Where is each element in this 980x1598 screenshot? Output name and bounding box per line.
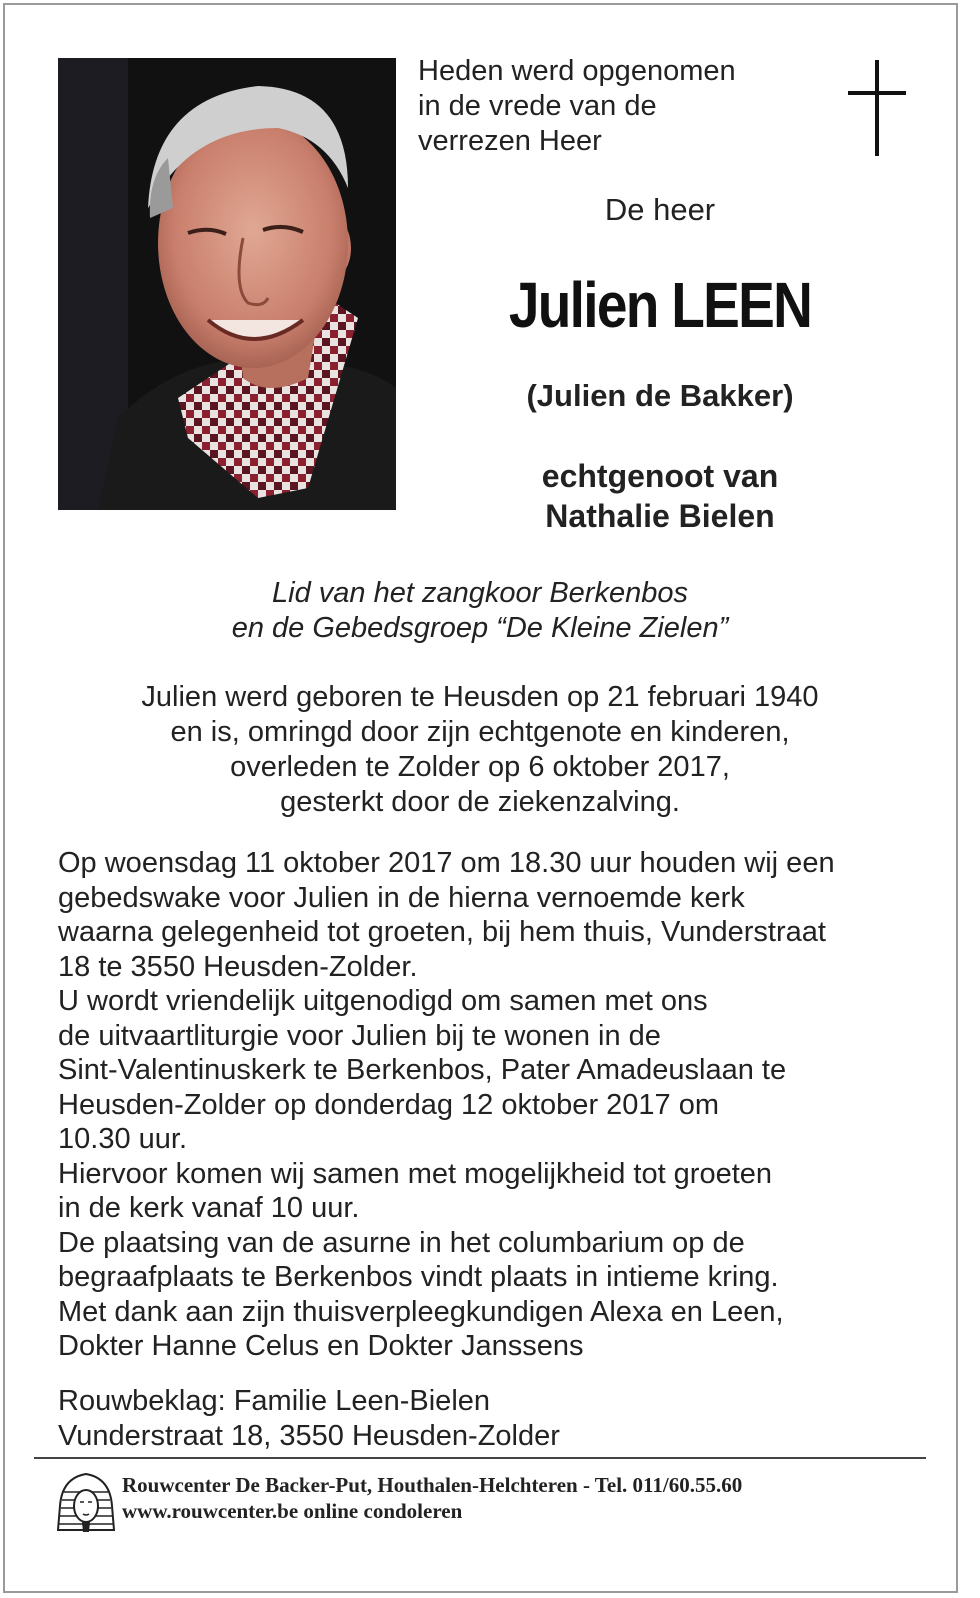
ceremony-line: Sint-Valentinuskerk te Berkenbos, Pater Amadeuslaan te	[58, 1054, 787, 1086]
birth-death-line: en is, omringd door zijn echtgenote en kinderen,	[170, 716, 790, 748]
ceremony-text	[58, 846, 938, 1364]
ceremony-line: de uitvaartliturgie voor Julien bij te wonen in de	[58, 1019, 661, 1052]
funeral-home-website[interactable]: www.rouwcenter.be online condoleren	[122, 1499, 463, 1523]
funeral-home-info: Rouwcenter De Backer-Put, Houthalen-Helchteren - Tel. 011/60.55.60	[122, 1473, 743, 1497]
deceased-nickname: (Julien de Bakker)	[526, 378, 794, 413]
ceremony-line: 10.30 uur.	[58, 1123, 187, 1155]
ceremony-line: Heusden-Zolder op donderdag 12 oktober 2017 om	[58, 1088, 720, 1121]
portrait-illustration	[58, 58, 396, 510]
birth-death-line: overleden te Zolder op 6 oktober 2017,	[230, 751, 730, 783]
intro-line: verrezen Heer	[418, 125, 602, 157]
condolence-contact	[58, 1384, 938, 1453]
ceremony-line: Dokter Hanne Celus en Dokter Janssens	[58, 1330, 584, 1362]
honorific: De heer	[604, 192, 716, 227]
contact-line: Vunderstraat 18, 3550 Heusden-Zolder	[58, 1419, 560, 1452]
ceremony-line: begraafplaats te Berkenbos vindt plaats in intieme kring.	[58, 1261, 779, 1293]
cross-icon	[848, 60, 908, 165]
ceremony-line: waarna gelegenheid tot groeten, bij hem thuis, Vunderstraat	[58, 916, 826, 948]
membership-text	[0, 576, 960, 646]
spouse-label: echtgenoot van	[541, 458, 779, 494]
intro-text	[418, 54, 798, 159]
birth-death-line: Julien werd geboren te Heusden op 21 februari 1940	[141, 681, 819, 713]
membership-line: en de Gebedsgroep “De Kleine Zielen”	[231, 612, 729, 644]
birth-death-text	[0, 680, 960, 820]
ceremony-line: in de kerk vanaf 10 uur.	[58, 1192, 360, 1224]
ceremony-line: Hiervoor komen wij samen met mogelijkheid tot groeten	[58, 1157, 773, 1190]
birth-death-line: gesterkt door de ziekenzalving.	[280, 786, 680, 818]
spouse-name: Nathalie Bielen	[545, 498, 775, 534]
ceremony-line: De plaatsing van de asurne in het columbarium op de	[58, 1226, 745, 1259]
ceremony-line: 18 te 3550 Heusden-Zolder.	[58, 950, 418, 983]
footer-divider	[34, 1457, 926, 1459]
portrait-photo	[58, 58, 396, 510]
contact-line: Rouwbeklag: Familie Leen-Bielen	[58, 1385, 491, 1417]
intro-line: Heden werd opgenomen	[418, 55, 736, 87]
ceremony-line: Op woensdag 11 oktober 2017 om 18.30 uur houden wij een	[58, 847, 835, 879]
ceremony-line: Met dank aan zijn thuisverpleegkundigen Alexa en Leen,	[58, 1295, 784, 1328]
intro-line: in de vrede van de	[418, 90, 657, 122]
deceased-name: Julien LEEN	[508, 269, 812, 341]
ceremony-line: gebedswake voor Julien in de hierna vernoemde kerk	[58, 881, 745, 914]
membership-line: Lid van het zangkoor Berkenbos	[272, 577, 688, 609]
funeral-home-footer	[122, 1472, 922, 1524]
pharaoh-head-icon	[56, 1472, 116, 1539]
ceremony-line: U wordt vriendelijk uitgenodigd om samen met ons	[58, 985, 708, 1017]
